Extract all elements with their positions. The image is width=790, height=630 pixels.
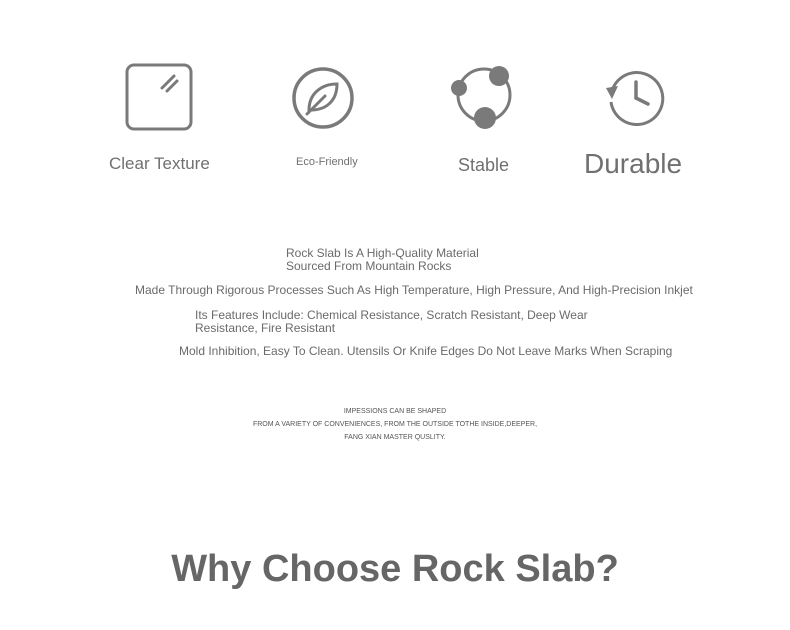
description-line-4: Mold Inhibition, Easy To Clean. Utensils Or Knife Edges Do Not Leave Marks When Scraping: [179, 344, 673, 358]
feature-label-clear-texture: Clear Texture: [109, 154, 210, 173]
leaf-icon: [291, 66, 355, 135]
description-line-1b: Sourced From Mountain Rocks: [286, 259, 452, 273]
molecule-nodes-icon: [450, 64, 516, 137]
description-line-3a: Its Features Include: Chemical Resistance, Scratch Resistant, Deep Wear: [195, 308, 588, 322]
section-heading: Why Choose Rock Slab?: [171, 548, 619, 590]
glass-square-icon: [125, 63, 193, 136]
feature-label-stable: Stable: [458, 155, 510, 175]
small-text-line-3: FANG XIAN MASTER QUSLITY.: [344, 434, 446, 441]
feature-label-durable: Durable: [584, 148, 683, 179]
history-clock-icon: [603, 66, 665, 131]
small-text-line-1: IMPESSIONS CAN BE SHAPED: [343, 408, 447, 415]
description-line-3b: Resistance, Fire Resistant: [195, 321, 336, 335]
small-text-line-2: FROM A VARIETY OF CONVENIENCES, FROM THE OUTSIDE TOTHE INSIDE,DEEPER,: [252, 421, 538, 428]
description-line-2: Made Through Rigorous Processes Such As High Temperature, High Pressure, And High-Precision Inkjet: [135, 283, 693, 297]
description-line-1a: Rock Slab Is A High-Quality Material: [286, 246, 479, 260]
feature-label-eco-friendly: Eco-Friendly: [296, 156, 358, 168]
